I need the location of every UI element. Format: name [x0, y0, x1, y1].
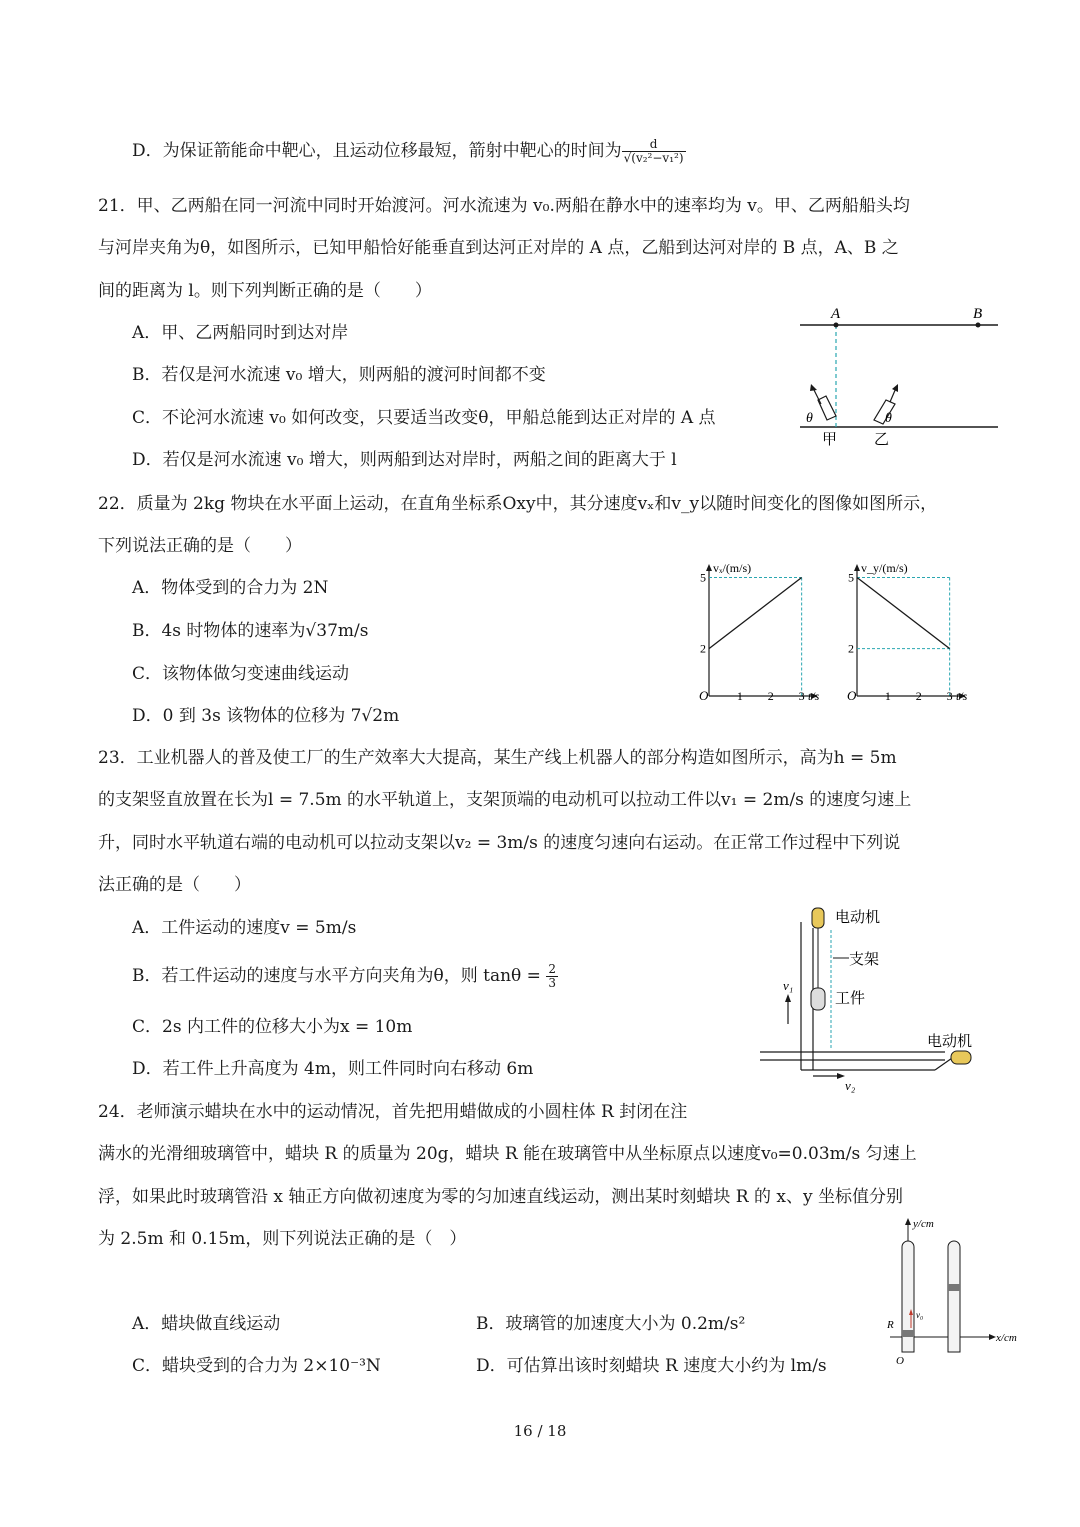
q24-option-c: C．蜡块受到的合力为 2×10⁻³N: [132, 1356, 381, 1376]
vx-series-line: [709, 577, 802, 648]
q24-option-a: A．蜡块做直线运动: [132, 1314, 281, 1334]
q23-option-b-fraction: [546, 963, 558, 990]
prev-option-d-text: D．为保证箭能命中靶心，且运动位移最短，箭射中靶心的时间为: [132, 141, 622, 162]
fraction-denominator: 3: [548, 976, 556, 991]
origin-label: O: [896, 1355, 904, 1367]
fraction-denominator: √(v₂²−v₁²): [623, 151, 684, 166]
vy-x-tick-3: 3: [946, 689, 953, 703]
point-b: [976, 323, 981, 328]
label-yi: 乙: [874, 432, 890, 448]
q21-option-c: C．不论河水流速 v₀ 如何改变，只要适当改变θ，甲船总能到达正对岸的 A 点: [132, 408, 716, 428]
q21-option-d: D．若仅是河水流速 v₀ 增大，则两船到达对岸时，两船之间的距离大于 l: [132, 450, 677, 470]
vy-y-tick-2: 2: [848, 641, 854, 656]
q24-option-d: D．可估算出该时刻蜡块 R 速度大小约为 lm/s: [476, 1356, 827, 1376]
label-motor-right: 电动机: [927, 1034, 973, 1050]
q24-option-b: B．玻璃管的加速度大小为 0.2m/s²: [476, 1314, 746, 1334]
vx-y-label: vₓ/(m/s): [713, 561, 752, 575]
workpiece-icon: [811, 988, 825, 1010]
fraction-numerator: 2: [548, 962, 556, 976]
q23-option-c: C．2s 内工件的位移大小为x = 10m: [132, 1017, 413, 1037]
q21-river-figure: [790, 300, 1010, 450]
theta-left: θ: [806, 411, 813, 426]
vy-x-tick-2: 2: [915, 689, 922, 703]
wax-block-right: [948, 1284, 960, 1291]
vx-x-label: t/s: [808, 689, 820, 703]
q23-line1: 23．工业机器人的普及使工厂的生产效率大大提高，某生产线上机器人的部分构造如图所示，高为h = 5m: [98, 748, 897, 768]
q23-option-a: A．工件运动的速度v = 5m/s: [132, 918, 357, 938]
label-v1: v₁: [783, 978, 794, 993]
top-motor-icon: [812, 908, 824, 928]
vy-y-arrow: [854, 564, 860, 571]
label-motor-top: 电动机: [835, 910, 881, 926]
label-b: B: [973, 306, 983, 322]
vx-origin-label: O: [699, 688, 709, 703]
vx-x-tick-3: 3: [798, 689, 805, 703]
theta-right: θ: [885, 411, 892, 426]
tube-right-icon: [948, 1241, 960, 1352]
vy-chart: [843, 558, 968, 708]
q23-option-d: D．若工件上升高度为 4m，则工件同时向右移动 6m: [132, 1059, 534, 1079]
x-axis-arrow: [989, 1334, 996, 1340]
fraction-numerator: d: [622, 138, 686, 152]
v0-label: v₀: [916, 1310, 924, 1320]
vy-series-line: [857, 577, 950, 648]
page-number: 16 / 18: [513, 1422, 567, 1440]
q23-line4: 法正确的是（ ）: [98, 875, 251, 895]
q24-line4: 为 2.5m 和 0.15m，则下列说法正确的是（ ）: [98, 1229, 467, 1249]
boat-jia-icon: [810, 384, 836, 420]
y-axis-label: y/cm: [913, 1218, 934, 1230]
vx-y-tick-2: 2: [700, 641, 706, 656]
q24-line1: 24．老师演示蜡块在水中的运动情况，首先把用蜡做成的小圆柱体 R 封闭在注: [98, 1102, 688, 1122]
vx-x-tick-2: 2: [767, 689, 774, 703]
vx-y-tick-5: 5: [700, 570, 706, 585]
q22-option-c: C．该物体做匀变速曲线运动: [132, 664, 350, 684]
q21-line1: 21．甲、乙两船在同一河流中同时开始渡河。河水流速为 v₀.两船在静水中的速率均为 v。甲、乙两船船头均: [98, 196, 910, 216]
label-workpiece: 工件: [835, 991, 866, 1007]
v2-arrowhead: [837, 1073, 845, 1079]
q23-option-b-text: B．若工件运动的速度与水平方向夹角为θ，则 tanθ =: [132, 966, 541, 987]
q22-option-a: A．物体受到的合力为 2N: [132, 578, 329, 598]
label-bracket: 支架: [849, 952, 880, 968]
label-a: A: [831, 306, 841, 322]
q21-option-b: B．若仅是河水流速 v₀ 增大，则两船的渡河时间都不变: [132, 365, 546, 385]
q24-line2: 满水的光滑细玻璃管中，蜡块 R 的质量为 20g，蜡块 R 能在玻璃管中从坐标原点以速度v₀=0.03m/s 匀速上: [98, 1144, 917, 1164]
q22-line2: 下列说法正确的是（ ）: [98, 536, 302, 556]
q23-option-b: [132, 963, 558, 990]
q23-robot-figure: [755, 900, 995, 1100]
q23-line2: 的支架竖直放置在长为l = 7.5m 的水平轨道上，支架顶端的电动机可以拉动工件以v₁ = 2m/s 的速度匀速上: [98, 790, 912, 810]
y-axis-arrow: [905, 1218, 911, 1225]
prev-option-d-fraction: [622, 138, 686, 165]
q23-line3: 升，同时水平轨道右端的电动机可以拉动支架以v₂ = 3m/s 的速度匀速向右运动。在正常工作过程中下列说: [98, 833, 901, 853]
vy-origin-label: O: [847, 688, 857, 703]
vy-y-label: v_y/(m/s): [861, 561, 908, 575]
right-motor-icon: [951, 1051, 971, 1064]
x-axis-label: x/cm: [996, 1332, 1017, 1344]
vy-y-tick-5: 5: [848, 570, 854, 585]
q21-line3: 间的距离为 l。则下列判断正确的是（ ）: [98, 281, 432, 301]
q21-line2: 与河岸夹角为θ，如图所示，已知甲船恰好能垂直到达河正对岸的 A 点，乙船到达河对岸的 B 点，A、B 之: [98, 238, 899, 258]
q21-option-a: A．甲、乙两船同时到达对岸: [132, 323, 349, 343]
label-v2: v₂: [845, 1078, 856, 1093]
label-jia: 甲: [822, 432, 838, 448]
vx-x-tick-1: 1: [736, 689, 743, 703]
r-label: R: [887, 1319, 894, 1331]
vx-chart: [695, 558, 820, 708]
q22-line1: 22．质量为 2kg 物块在水平面上运动，在直角坐标系Oxy中，其分速度vₓ和v_y以随时间变化的图像如图所示，: [98, 494, 938, 514]
vy-x-label: t/s: [956, 689, 968, 703]
q24-tube-figure: [880, 1212, 1030, 1372]
point-a: [834, 323, 839, 328]
vy-x-tick-1: 1: [884, 689, 891, 703]
prev-option-d: [132, 138, 686, 165]
wax-block-left: [902, 1330, 914, 1337]
v1-arrowhead: [785, 994, 791, 1002]
q22-option-d: D．0 到 3s 该物体的位移为 7√2m: [132, 706, 400, 726]
vx-y-arrow: [706, 564, 712, 571]
q22-option-b: B．4s 时物体的速率为√37m/s: [132, 621, 369, 641]
q24-line3: 浮，如果此时玻璃管沿 x 轴正方向做初速度为零的匀加速直线运动，测出某时刻蜡块 R 的 x、y 坐标值分别: [98, 1187, 903, 1207]
